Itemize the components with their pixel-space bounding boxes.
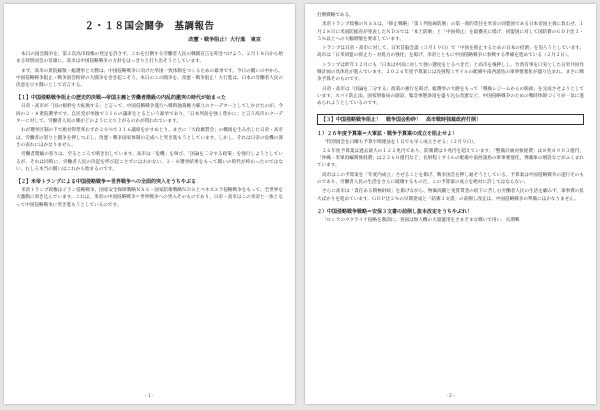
subsection-heading-1: １）２６年度予算案＝大軍拡・戦争予算案の成立を阻止せよ！ (317, 130, 458, 137)
subsection-heading-2: ２）中国侵略戦争戦略＝安保３文書の前倒し抜本改定をうちやぶれ！ (317, 208, 473, 215)
body-paragraph: 「ロシアのウクライナ侵略を教訓に、各国は無人機の大量運用をさまざまな戦いで用い、長期戦 (322, 217, 520, 223)
document-title: ２・１８国会闘争 基調報告 (84, 21, 215, 32)
body-paragraph: 米帝トランプ政権はイラン侵略戦争、国家安全保障戦略ＮＳＳ・国家防衛戦略ＮＤＳとベネズエラ侵略戦争をもって、全世界を大激動に叩き込んでいます。これは、米帝の中国侵略戦争＝世界戦争への突入そのものであり、日帝・高市はこの米帝と一体となって中国侵略戦争に突き進もうとしているのです。 (16, 188, 283, 208)
page-number: - 1 - (144, 394, 155, 399)
body-paragraph: 打倒戦略である。 (317, 13, 354, 18)
page-2 (305, 4, 596, 404)
body-paragraph: 労働者階級の怒りは、至るところで噴き出しています。高市は「危機」を叫び、「国論を二分する政策」を強行しようとしているが、それは同時に、労働者人民の決起を呼び起こさずにはおかない。２・８選挙結果をもって闘いの時代が終わったのではない。むしろ本当の闘いはこれから始まるのです。 (16, 152, 283, 172)
body-paragraph: 日帝・高市は「国論を二分する」政策の強行を掲げ、総選挙の大勝をもって「戦後レジームからの脱却」を完成させようとしています。スパイ防止法、国家情報局の創設、緊急事態条項を盛り込む改憲など、中国侵略戦争のための戦時体制づくりが一気に進められようとしているのです。 (317, 86, 584, 107)
body-paragraph: わが選挙区制の下で絶対得票率わずか２０％で３１６議席をかすめとり、まさに「大政翼賛会」の構図を生み出した日帝・高市は、労働者の怒りと闘争を押しつぶし、改憲・戦争国家体制の完成へと突き進もうとしています。しかし、それは日帝の危機の深さの表れにほかなりません。 (16, 128, 283, 148)
page-1 (4, 4, 295, 404)
body-paragraph: ２６年度予算案は過去最大の１２２兆円であり、防衛費は９兆円を超えています。「整備計画対象経費」は８兆８９０３億円、「沖縄・米軍再編関係経費」は２２６０億円など、長射程ミサイルの配備や南西諸島の軍事要塞化、弾薬庫の増設などがふくまれています。 (317, 148, 584, 169)
body-paragraph: 米帝トランプ政権のＮＳＳは、「抑止戦略」「第１列島線防衛」の第一義的責任を米帝の同盟国である日本帝国主義に負わせ、１月２８日に米国防総省が発表したＮＤＳでは「本土防衛」と「中国抑止」を最優先に掲げ、同盟国に対して国防費のＧＤＰ比３・５％以上への大幅増額を要求しています。 (317, 22, 584, 42)
intro-paragraph: まず、高市の衆院解散・総選挙と大勝は、中国侵略戦争に向けた挙国一致体制をつくるための暴挙です。今日の闘いの中から、中国侵略戦争阻止・戦争国会粉砕の大闘争を巻き起こそう。本日のこの闘争を、改憲・戦争阻止！大行進は、日本の労働者人民の決意を示す闘いとして宣言する。 (16, 68, 283, 89)
body-paragraph: 日帝・高市が「国の根幹を大転換する」と言って、中国侵略戦争遂行へ戦時独裁権力確立のクーデターとしてしかけたのが、今回の２・８衆院選挙です。自民党が単独で３１６の議席をとるという暴挙であり、「日本列島を強く豊かに」と言う高市のクーデターに対して、労働者人民の側がどのように立ち上がるのかが問われています。 (16, 104, 283, 125)
section-heading-2: 【２】米帝トランプによる中国侵略戦争＝世界戦争への全面的突入をうちやぶる (16, 179, 197, 186)
body-paragraph: さらに高市は「責任ある積極財政」を掲げながら、物価高騰と実質賃金の低下に苦しむ労働者人民の生活を顧みず、軍事費の拡大ばかりを進めています。ＧＤＰ比２％の早期達成と「防衛３文書」の前倒し改定は、中国侵略戦争の準備にほかなりません。 (317, 189, 584, 202)
body-paragraph: トランプは昨年１２月にも「日本は中国に対して強い態度をとるべきだ」と高市を後押しし、台湾有事を口実とした日米共同作戦計画の具体化が進んでいます。２０２６年度予算案には長射程ミサイルの配備や南西諸島の軍事要塞化が盛り込まれ、まさに戦争予算そのものです。 (317, 62, 584, 83)
document-author: 改憲・戦争阻止！大行進 東京 (188, 37, 261, 43)
intro-paragraph: 本日の国会闘争を、第２次高市政権の発足を許さず、これを打倒する労働者人民の戦闘宣言を叩きつけよう。２月１８日から始まる特別国会の冒頭に、高市は中国侵略戦争の方針をはっきりと打ち出そうとしています。 (16, 52, 283, 65)
page-number: - 2 - (445, 394, 456, 399)
body-paragraph: 「特別国会を日曜も予算や関連法を１日でも早く成立させる」（２月９日）。 (322, 139, 479, 145)
section-heading-1: 【１】中国侵略戦争阻止の歴史的決戦―帝国主義と労働者階級の内乱的激突の時代が始まった (16, 95, 227, 102)
body-paragraph: 高市はこの予算案を「年度内成立」させることを掲げ、戦争国会を押し通そうとしている。予算案は中国侵略戦争の遂行そのものであり、労働者人民の生活をさらに破壊するものだ。この予算案の成立を絶対に許してはならない。 (317, 172, 584, 186)
body-paragraph: トランプは日帝・高市に対して、日米首脳会談（３月１９日）で「中国を抑止するための日本の役割」を迫ろうとしています。高市は「日米同盟の抑止力・対処力の強化」を掲げ、米帝とともに中国侵略戦争に参戦する準備を進めている（２月２日）。 (317, 46, 584, 59)
section-heading-3: 【３】中国侵略戦争阻止！ 戦争国会粉砕！ 高市戦時独裁政府打倒！ (317, 114, 584, 125)
